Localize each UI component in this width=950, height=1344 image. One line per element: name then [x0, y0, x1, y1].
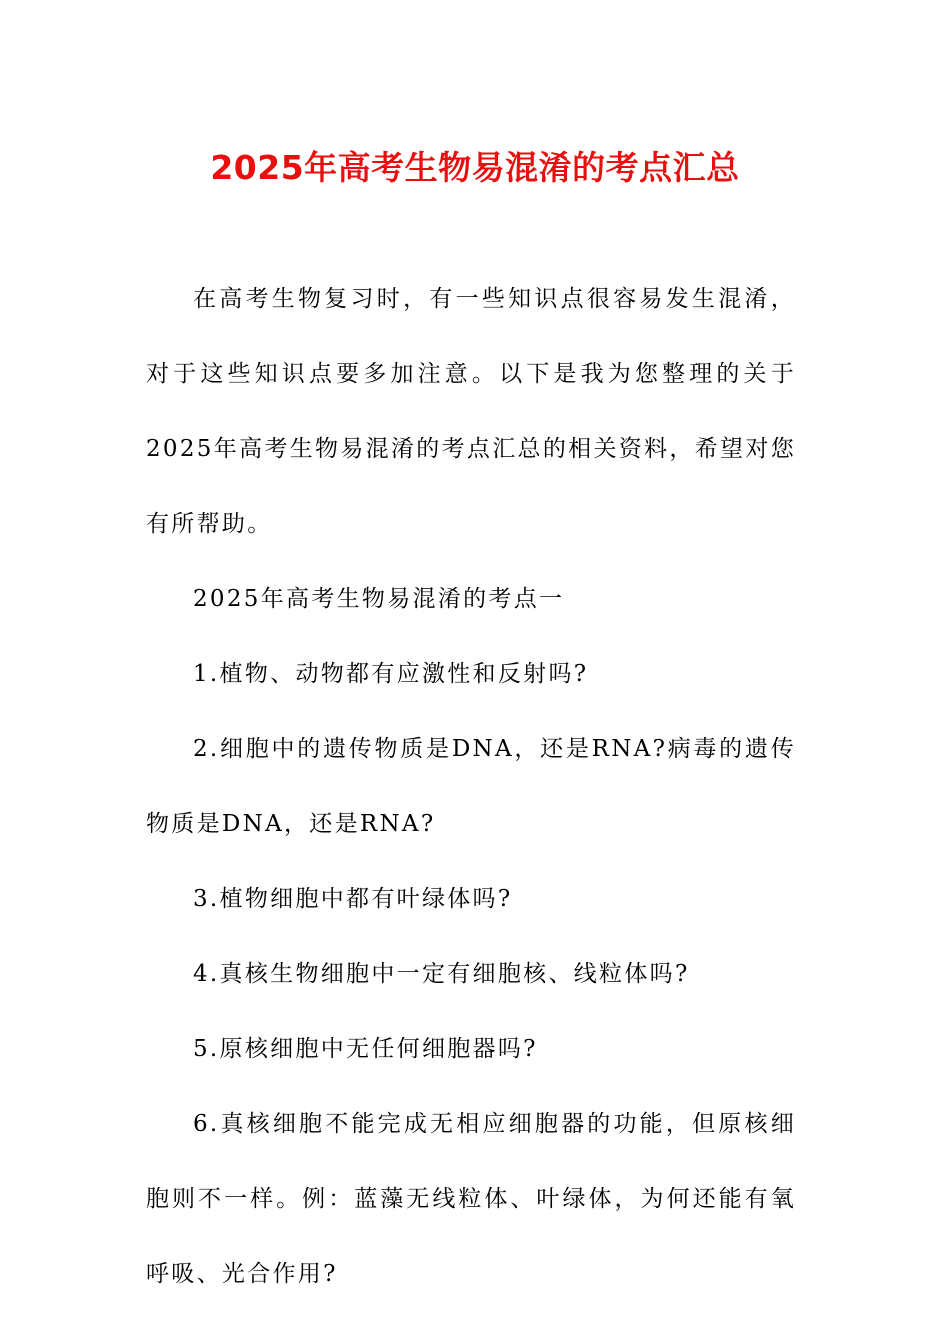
question-item: 4.真核生物细胞中一定有细胞核、线粒体吗?: [193, 961, 690, 987]
question-item: 6.真核细胞不能完成无相应细胞器的功能，但原核细胞则不一样。例：蓝藻无线粒体、叶绿体，为何还能有氧呼吸、光合作用?: [146, 1111, 796, 1287]
document-title: 2025年高考生物易混淆的考点汇总: [210, 148, 740, 187]
document-body: [146, 262, 796, 1312]
question-item: 2.细胞中的遗传物质是DNA，还是RNA?病毒的遗传物质是DNA，还是RNA?: [146, 736, 796, 837]
intro-paragraph: 在高考生物复习时，有一些知识点很容易发生混淆，对于这些知识点要多加注意。以下是我为您整理的关于2025年高考生物易混淆的考点汇总的相关资料，希望对您有所帮助。: [146, 286, 796, 537]
question-item: 5.原核细胞中无任何细胞器吗?: [193, 1036, 538, 1062]
section-heading: 2025年高考生物易混淆的考点一: [193, 586, 565, 612]
question-item: 3.植物细胞中都有叶绿体吗?: [193, 886, 513, 912]
question-item: 1.植物、动物都有应激性和反射吗?: [193, 661, 589, 687]
